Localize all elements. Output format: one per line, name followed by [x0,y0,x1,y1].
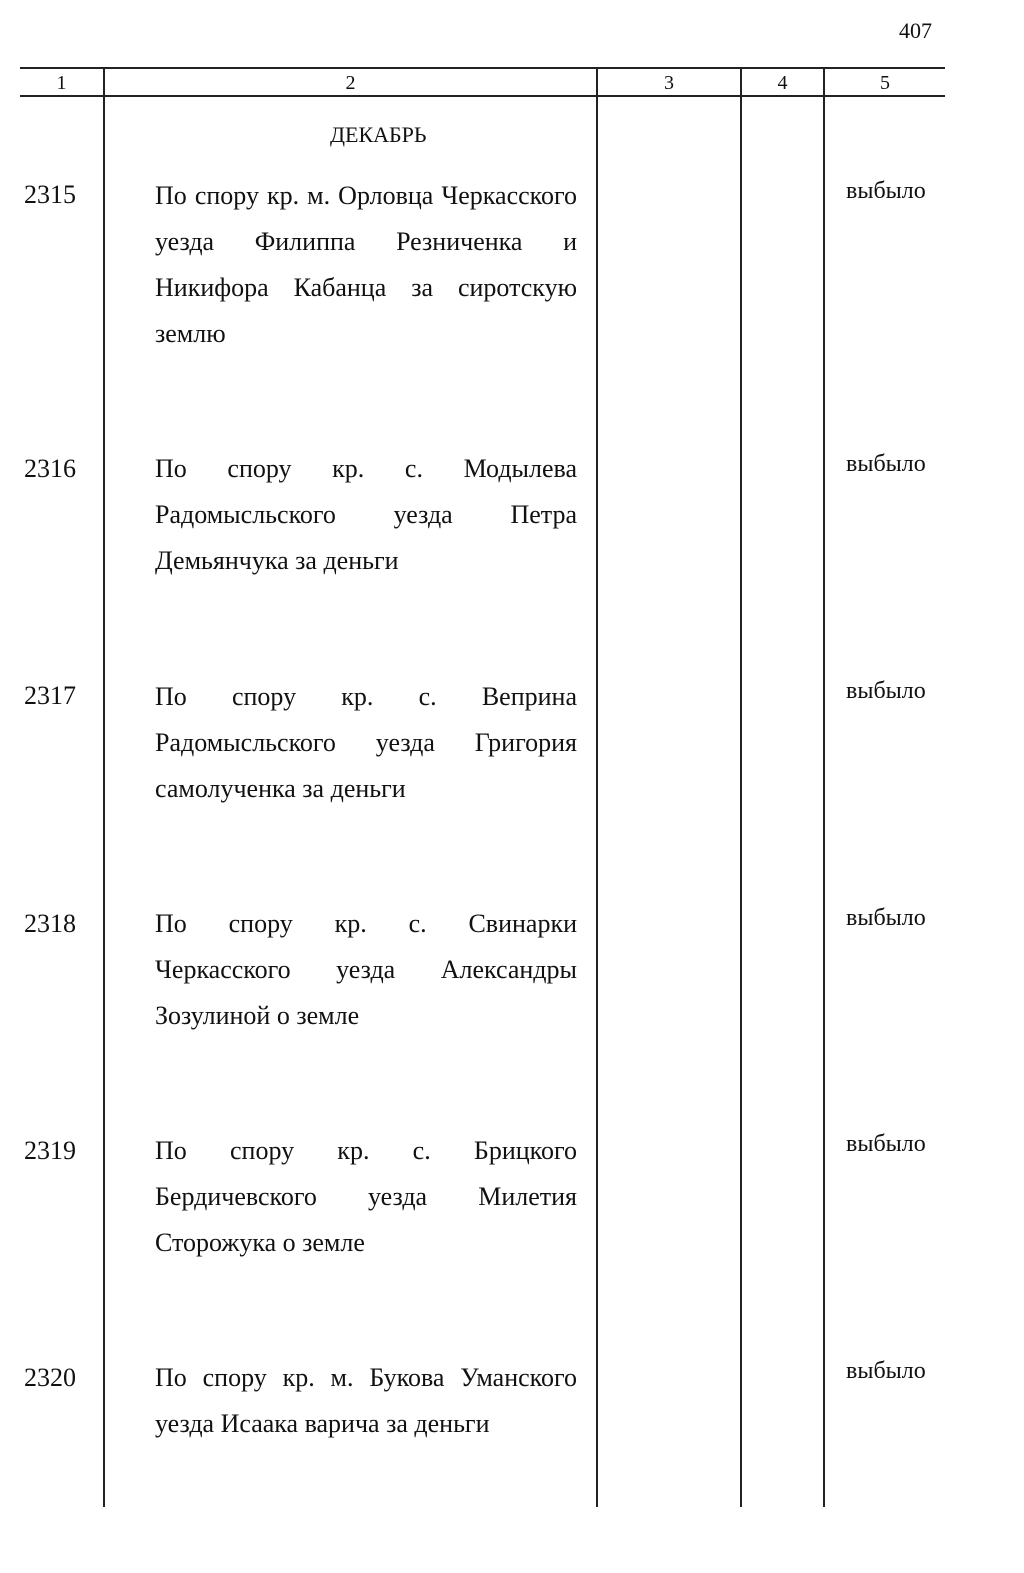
entry-status: выбыло [846,678,926,704]
entry-description: По спору кр. с. Модылева Радомысльского уезда Петра Демьянчука за деньги [155,454,577,575]
entry-status: выбыло [846,905,926,931]
entry-number: 2317 [24,681,76,710]
entry-description: По спору кр. с. Брицкого Бердичевского уезда Милетия Сторожука о земле [155,1136,577,1257]
entry-number: 2319 [24,1136,76,1165]
column-header-2: 2 [345,72,356,94]
header-bottom-rule [20,95,945,97]
column-header-4: 4 [777,72,788,94]
page-number: 407 [899,18,932,43]
column-divider [596,67,598,1507]
column-divider [823,67,825,1507]
column-header-5: 5 [880,72,890,94]
entry-number: 2316 [24,454,76,483]
entry-number: 2318 [24,909,76,938]
column-header-1: 1 [56,72,67,94]
entry-description: По спору кр. с. Свинарки Черкасского уезда Александры Зозулиной о земле [155,909,577,1030]
column-divider [740,67,742,1507]
entry-status: выбыло [846,1131,926,1157]
entry-description: По спору кр. с. Веприна Радомысльского уезда Григория самолученка за деньги [155,682,577,803]
entry-status: выбыло [846,1358,926,1384]
entry-status: выбыло [846,178,926,204]
entry-status: выбыло [846,451,926,477]
column-header-3: 3 [664,72,674,94]
table-top-rule [20,67,945,69]
column-divider [103,67,105,1507]
entry-description: По спору кр. м. Орловца Черкасского уезда Филиппа Резниченка и Никифора Кабанца за сиротскую землю [155,181,577,348]
month-heading: ДЕКАБРЬ [330,122,427,147]
entry-description: По спору кр. м. Букова Уманского уезда Исаака варича за деньги [155,1363,577,1438]
entry-number: 2320 [24,1363,76,1392]
entry-number: 2315 [24,180,76,209]
